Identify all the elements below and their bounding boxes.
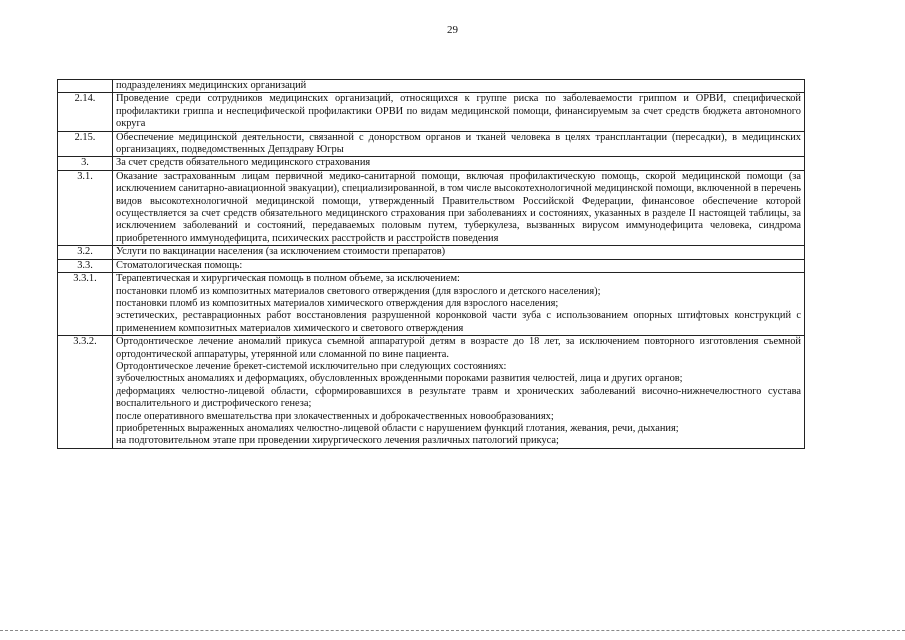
row-paragraph: подразделениях медицинских организаций — [116, 80, 307, 91]
row-paragraph: зубочелюстных аномалиях и деформациях, обусловленных врожденными пороками развития челюстей, лица и других органов; — [116, 373, 683, 385]
row-text — [113, 80, 805, 93]
table-row — [58, 80, 805, 93]
row-text — [113, 170, 805, 245]
row-text — [113, 157, 805, 170]
row-number — [58, 80, 113, 93]
page-number: 29 — [447, 24, 458, 36]
row-paragraph: Стоматологическая помощь: — [116, 259, 243, 271]
table-row — [58, 273, 805, 336]
row-paragraph: на подготовительном этапе при проведении хирургического лечения различных патологий прикуса; — [116, 435, 559, 447]
row-number: 3.3.1. — [58, 273, 113, 336]
row-number: 3.2. — [58, 246, 113, 259]
page-bottom-edge — [0, 630, 905, 631]
row-paragraph: эстетических, реставрационных работ восстановления разрушенной коронковой части зуба с использованием опорных штифтовых конструкций с применением композитных материалов химического и светового отверждения — [116, 310, 801, 334]
row-paragraph: Ортодонтическое лечение аномалий прикуса съемной аппаратурой детям в возрасте до 18 лет, за исключением повторного изготовления съемной ортодонтической аппаратуры, утерянной или сломанной по вине пациента. — [116, 336, 801, 360]
row-paragraph: Оказание застрахованным лицам первичной медико-санитарной помощи, включая профилактическую помощь, скорой медицинской помощи (за исключением санитарно-авиационной эвакуации), специализированной, в том числе высокотехнологичной медицинской помощи, включенной в перечень видов высокотехнологичной медицинской помощи, утвержденный Правительством Российской Федерации, финансовое обеспечение которой осуществляется за счет средств обязательного медицинского страхования при заболеваниях и состояниях, указанных в разделе II настоящей таблицы, за исключением заболеваний и состояний, передаваемых половым путем, туберкулеза, вызванных вирусом иммунодефицита человека, синдрома приобретенного иммунодефицита, психических расстройств и расстройств поведения — [116, 170, 801, 244]
table-row — [58, 131, 805, 157]
row-text — [113, 93, 805, 131]
table-row — [58, 170, 805, 245]
row-number: 3. — [58, 157, 113, 170]
row-paragraph: постановки пломб из композитных материалов химического отверждения для взрослого населения; — [116, 297, 559, 309]
row-paragraph: постановки пломб из композитных материалов светового отверждения (для взрослого и детского населения); — [116, 285, 601, 297]
row-text — [113, 131, 805, 157]
row-paragraph: после оперативного вмешательства при злокачественных и доброкачественных новообразованиях; — [116, 410, 554, 422]
row-paragraph: Терапевтическая и хирургическая помощь в полном объеме, за исключением: — [116, 273, 460, 285]
row-number: 3.3.2. — [58, 336, 113, 449]
row-text — [113, 259, 805, 272]
table-row — [58, 246, 805, 259]
row-paragraph: Обеспечение медицинской деятельности, связанной с донорством органов и тканей человека в целях трансплантации (пересадки), в медицинских организациях, подведомственных Депздраву Югры — [116, 131, 801, 156]
document-table — [57, 79, 805, 449]
row-number: 2.15. — [58, 131, 113, 157]
row-paragraph: Услуги по вакцинации населения (за исключением стоимости препаратов) — [116, 246, 446, 258]
table-row — [58, 336, 805, 449]
table-row — [58, 259, 805, 272]
row-text — [113, 336, 805, 449]
row-number: 2.14. — [58, 93, 113, 131]
row-paragraph: Ортодонтическое лечение брекет-системой исключительно при следующих состояниях: — [116, 360, 507, 372]
row-text — [113, 246, 805, 259]
row-number: 3.3. — [58, 259, 113, 272]
row-paragraph: приобретенных выраженных аномалиях челюстно-лицевой области с нарушением функций глотания, жевания, речи, дыхания; — [116, 422, 679, 434]
row-number: 3.1. — [58, 170, 113, 245]
row-text — [113, 273, 805, 336]
row-paragraph: Проведение среди сотрудников медицинских организаций, относящихся к группе риска по заболеваемости гриппом и ОРВИ, специфической профилактики гриппа и неспецифической профилактики ОРВИ по видам медицинской помощи, финансируемым за счет средств бюджета автономного округа — [116, 93, 801, 130]
table-row — [58, 93, 805, 131]
row-paragraph: деформациях челюстно-лицевой области, сформировавшихся в результате травм и хронических заболеваний височно-нижнечелюстного сустава воспалительного и дистрофического генеза; — [116, 385, 801, 410]
row-paragraph: За счет средств обязательного медицинского страхования — [116, 157, 371, 169]
table-row — [58, 157, 805, 170]
